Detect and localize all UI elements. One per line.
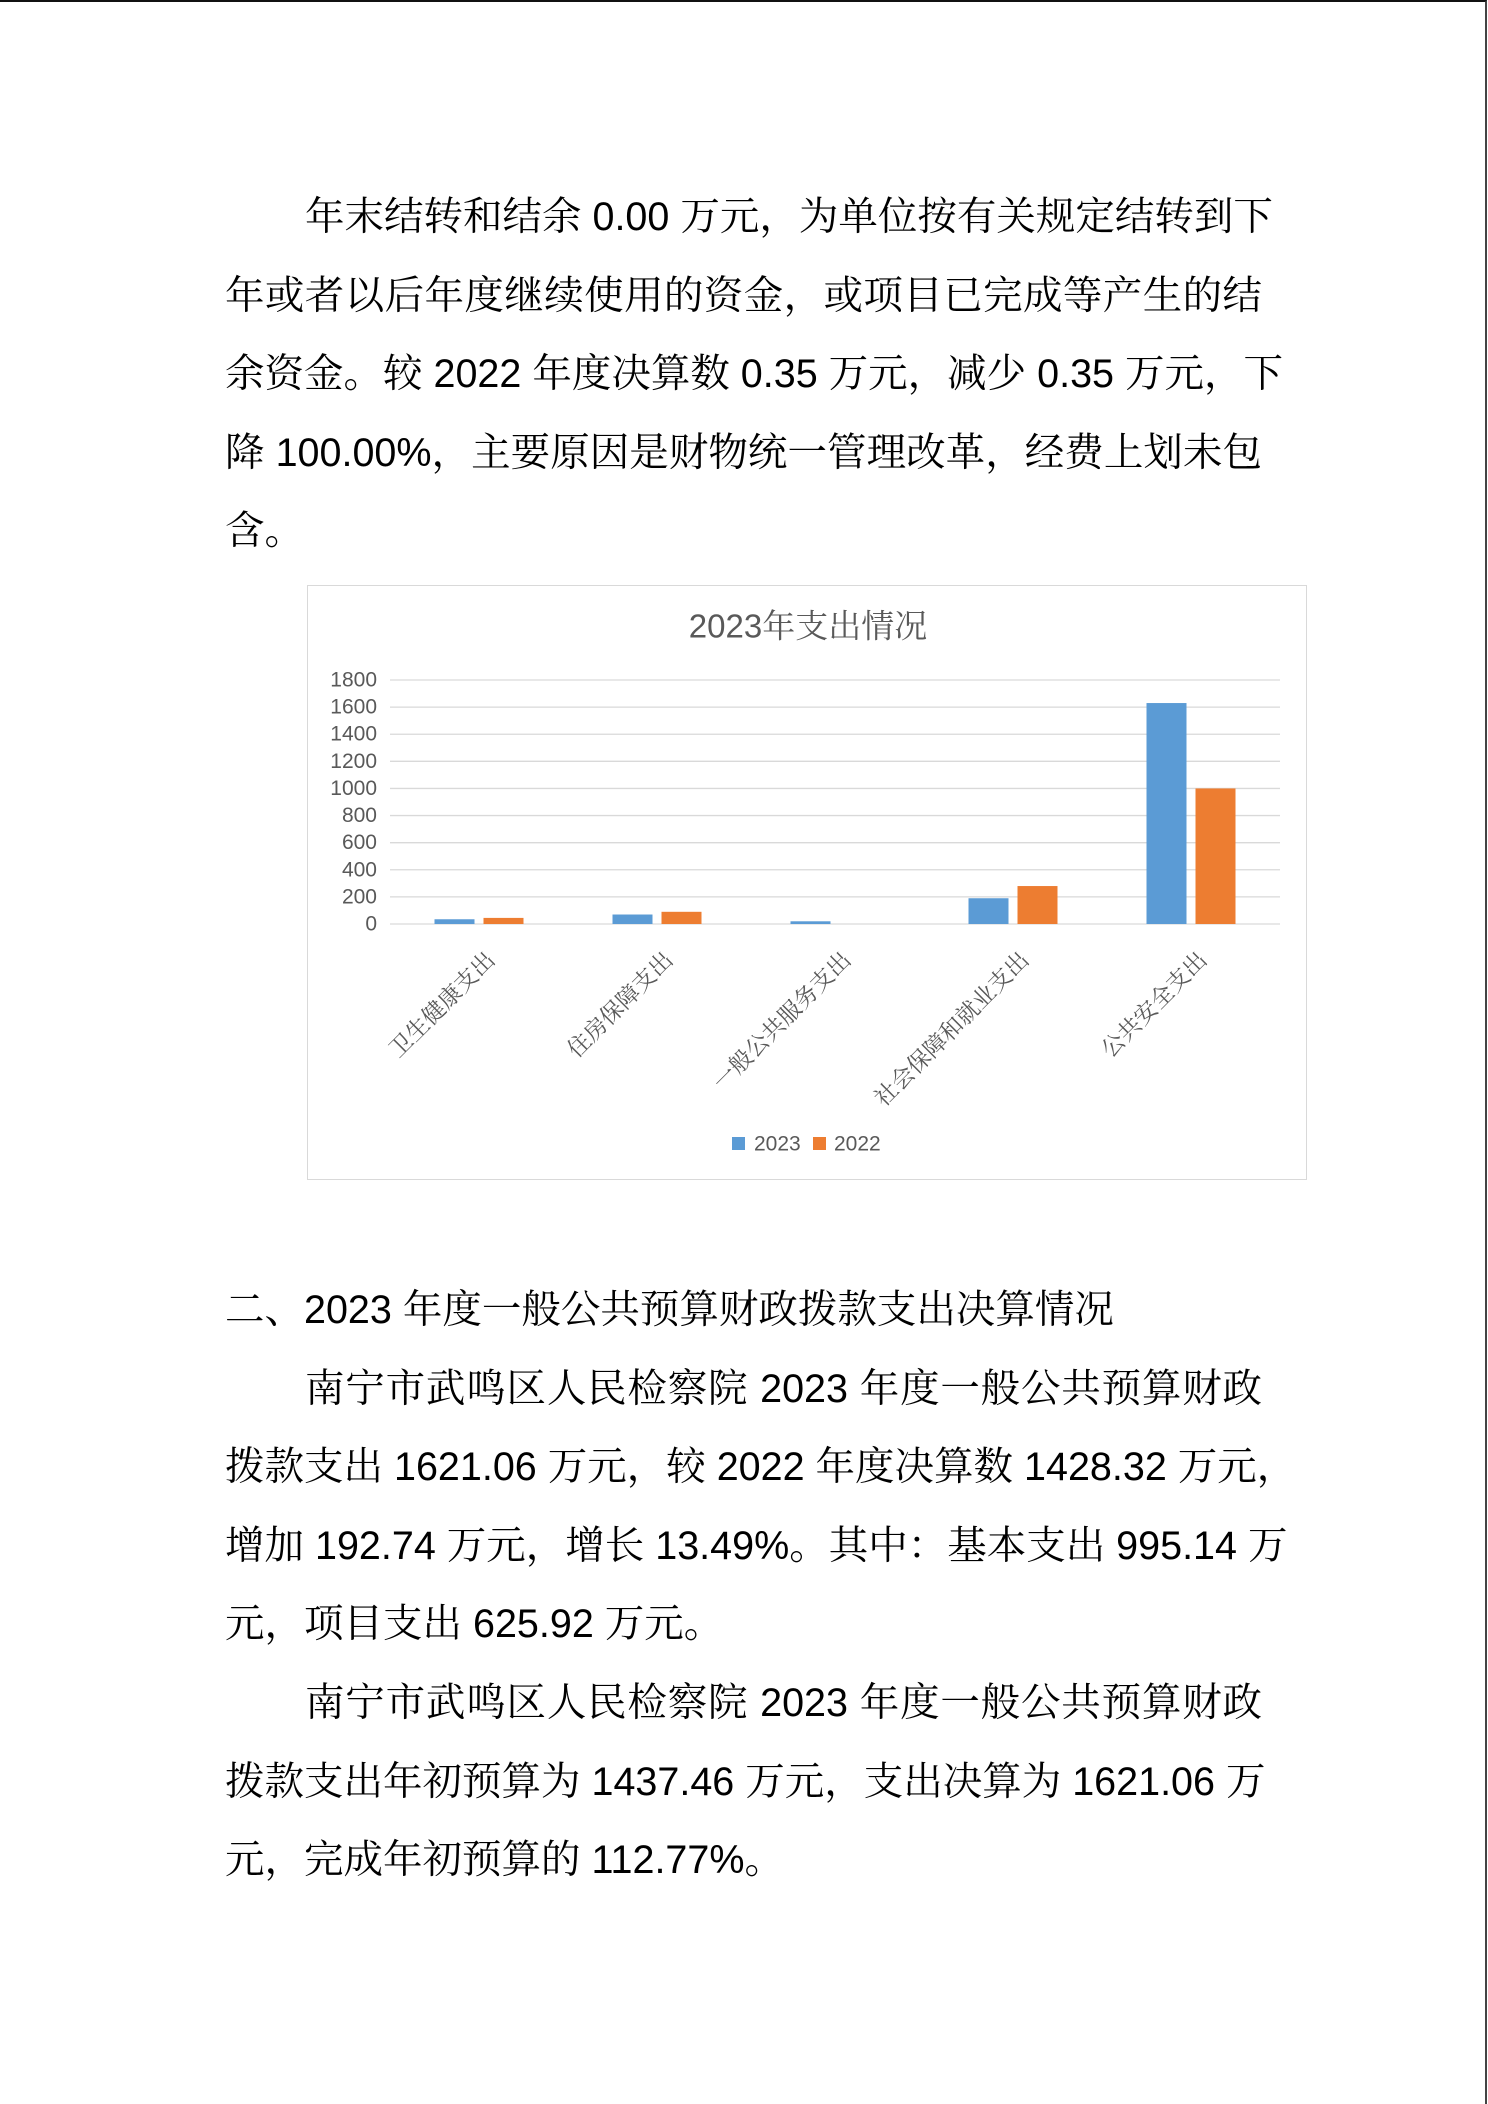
bar-2023-0: [435, 919, 475, 924]
legend-label: 2022: [834, 1132, 881, 1156]
y-tick-label: 1400: [330, 722, 377, 746]
paragraph-line: 年末结转和结余 0.00 万元，为单位按有关规定结转到下: [305, 195, 1273, 239]
x-category-label: 一般公共服务支出: [708, 947, 856, 1095]
bar-2023-4: [1147, 703, 1187, 924]
legend-swatch-2023: [732, 1137, 745, 1150]
paragraph-line: 拨款支出年初预算为 1437.46 万元，支出决算为 1621.06 万: [225, 1759, 1266, 1804]
paragraph-line: 含。: [225, 509, 304, 554]
section-heading: 二、2023 年度一般公共预算财政拨款支出决算情况: [225, 1288, 1114, 1332]
y-tick-label: 1600: [330, 695, 377, 719]
legend-label: 2023: [754, 1132, 801, 1156]
y-tick-label: 400: [341, 858, 377, 882]
budget-completion-paragraph: [225, 1664, 1266, 1900]
appropriation-expenditure-paragraph: [225, 1350, 1297, 1664]
x-category-label: 卫生健康支出: [384, 947, 500, 1063]
chart-canvas: [308, 586, 1308, 1181]
x-category-label: 公共安全支出: [1096, 947, 1212, 1063]
paragraph-line: 南宁市武鸣区人民检察院 2023 年度一般公共预算财政: [305, 1680, 1262, 1725]
paragraph-line: 降 100.00%，主要原因是财物统一管理改革，经费上划未包: [225, 430, 1262, 475]
paragraph-line: 元，项目支出 625.92 万元。: [225, 1602, 724, 1647]
y-tick-label: 1200: [330, 749, 377, 773]
paragraph-line: 元，完成年初预算的 112.77%。: [225, 1838, 784, 1883]
bar-2023-1: [613, 915, 653, 924]
x-category-label: 住房保障支出: [562, 947, 678, 1063]
y-tick-label: 800: [341, 804, 377, 828]
y-tick-label: 1000: [330, 776, 377, 800]
expenditure-bar-chart: [307, 585, 1307, 1180]
paragraph-line: 余资金。较 2022 年度决算数 0.35 万元，减少 0.35 万元，下: [225, 352, 1283, 397]
y-tick-label: 600: [341, 831, 377, 855]
y-tick-label: 200: [341, 885, 377, 909]
section-2: [225, 1271, 1297, 1900]
bar-2022-1: [662, 912, 702, 924]
bar-2023-3: [969, 898, 1009, 924]
paragraph-line: 年或者以后年度继续使用的资金，或项目已完成等产生的结: [225, 273, 1262, 318]
bar-2022-3: [1018, 886, 1058, 924]
bar-2022-0: [484, 918, 524, 924]
paragraph-line: 拨款支出 1621.06 万元，较 2022 年度决算数 1428.32 万元，: [225, 1445, 1297, 1490]
legend-swatch-2022: [813, 1137, 826, 1150]
chart-title: 2023年支出情况: [688, 607, 928, 645]
y-tick-label: 0: [365, 912, 377, 936]
paragraph-line: 增加 192.74 万元，增长 13.49%。其中：基本支出 995.14 万: [225, 1523, 1288, 1568]
x-category-label: 社会保障和就业支出: [869, 947, 1034, 1112]
bar-2023-2: [791, 921, 831, 924]
paragraph-line: 南宁市武鸣区人民检察院 2023 年度一般公共预算财政: [305, 1366, 1262, 1411]
carryover-paragraph: [225, 178, 1283, 571]
y-tick-label: 1800: [330, 668, 377, 692]
bar-2022-4: [1196, 788, 1236, 924]
